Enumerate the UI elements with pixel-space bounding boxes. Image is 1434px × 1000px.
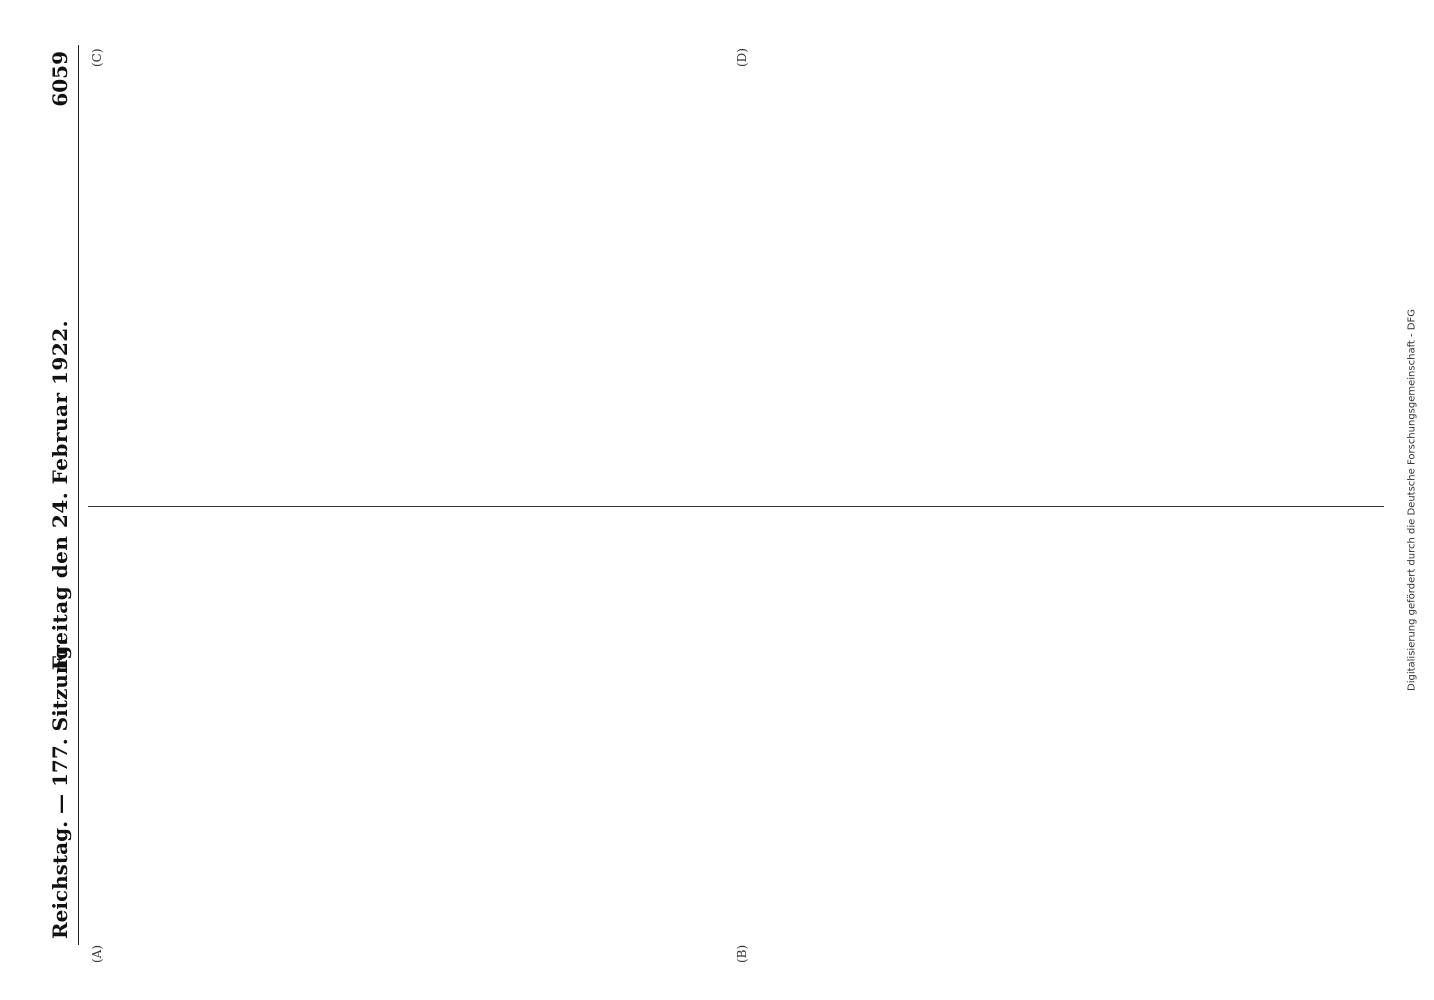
margin-marker-c: (C): [90, 48, 104, 67]
text-column-right: [88, 82, 1384, 477]
header-session: Reichstag. — 177. Sitzung.: [48, 638, 72, 939]
column-divider: [88, 506, 1384, 507]
margin-marker-a: (A): [90, 944, 104, 963]
document-page: [30, 15, 1400, 975]
credit-text: Digitalisierung gefördert durch die Deutsche Forschungsgemeinschaft - DFG: [1406, 308, 1418, 692]
digitization-credit: [1404, 10, 1420, 990]
page-header: [38, 45, 79, 945]
text-column-left: [88, 536, 1384, 931]
margin-marker-b: (B): [735, 944, 749, 963]
page-number: 6059: [48, 51, 72, 107]
header-date: Freitag den 24. Februar 1922.: [48, 319, 72, 671]
margin-marker-d: (D): [735, 48, 749, 67]
